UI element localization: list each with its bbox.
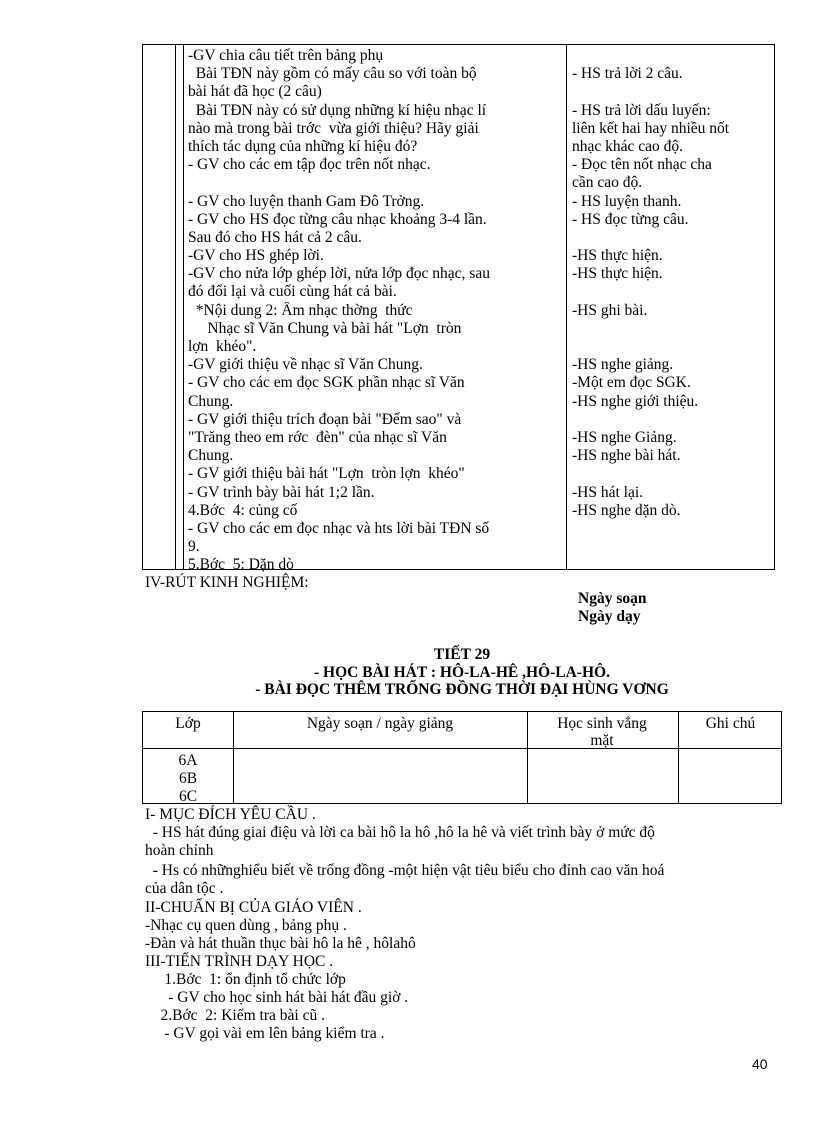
header-ngay-soan-giang: Ngày soạn / ngày giảng xyxy=(306,715,454,732)
student-line xyxy=(572,465,772,483)
teacher-line: -GV chia câu tiết trên bảng phụ xyxy=(188,47,384,64)
teacher-line: - GV giới thiệu trích đoạn bài "Đếm sao" và xyxy=(188,410,462,428)
body-line: I- MỤC ĐÍCH YÊU CẦU . xyxy=(145,806,316,823)
teacher-line: 4.Bớc 4: củng cố xyxy=(188,501,298,519)
student-line xyxy=(572,320,772,338)
teacher-line: Chung. xyxy=(188,447,234,465)
teacher-activity-column xyxy=(188,47,563,574)
teacher-line: - GV trình bày bài hát 1;2 lần. xyxy=(188,483,375,501)
teacher-line: Bài TĐN này gồm có mấy câu so với toàn bộ xyxy=(188,65,477,83)
student-line: - HS đọc từng câu. xyxy=(572,210,689,228)
teacher-line: 9. xyxy=(188,538,200,556)
teacher-line: -GV giới thiệu về nhạc sĩ Văn Chung. xyxy=(188,356,423,374)
student-line: -HS nghe bài hát. xyxy=(572,447,681,465)
body-line: 1.Bớc 1: ổn định tổ chức lớp xyxy=(145,971,346,988)
ngay-soan-label: Ngày soạn xyxy=(578,590,647,607)
student-line: liên kết hai hay nhiều nốt xyxy=(572,119,730,137)
body-line: hoàn chỉnh xyxy=(145,842,214,859)
class-row: 6A xyxy=(178,752,198,769)
student-line: - Đọc tên nốt nhạc cha xyxy=(572,156,712,174)
class-row: 6B xyxy=(178,770,198,787)
body-line: 2.Bớc 2: Kiểm tra bài cũ . xyxy=(145,1007,325,1024)
student-line: -Một em đọc SGK. xyxy=(572,374,691,392)
teacher-line: Bài TĐN này có sử dụng những kí hiệu nhạc lí xyxy=(188,101,487,119)
class-row: 6C xyxy=(178,788,198,805)
teacher-line: -GV cho HS ghép lời. xyxy=(188,247,324,265)
teacher-line: -GV cho nửa lớp ghép lời, nửa lớp đọc nhạc, sau xyxy=(188,265,490,283)
body-line: III-TIẾN TRÌNH DẠY HỌC . xyxy=(145,953,334,970)
teacher-line: bài hát đã học (2 câu) xyxy=(188,83,322,101)
table-divider xyxy=(175,45,176,569)
section-iv-heading: IV-RÚT KINH NGHIỆM: xyxy=(145,574,309,591)
student-line xyxy=(572,47,772,65)
student-line: -HS nghe dặn dò. xyxy=(572,501,681,519)
lesson-activity-table xyxy=(142,44,775,574)
body-line: của dân tộc . xyxy=(145,880,224,897)
student-line: -HS ghi bài. xyxy=(572,301,648,319)
student-line: -HS thực hiện. xyxy=(572,247,663,265)
teacher-line: lợn khéo". xyxy=(188,338,257,355)
teacher-line: nào mà trong bài trớc vừa giới thiệu? Hãy giải xyxy=(188,119,479,137)
body-line: -Đàn và hát thuần thục bài hô la hê , hôlahô xyxy=(145,935,416,952)
teacher-line: 5.Bớc 5: Dặn dò xyxy=(188,556,294,574)
header-ghi-chu: Ghi chú xyxy=(705,715,756,732)
ngay-day-label: Ngày dạy xyxy=(578,608,641,625)
teacher-line: đó đổi lại và cuối cùng hát cả bài. xyxy=(188,283,397,301)
student-line: -HS hát lại. xyxy=(572,483,644,501)
student-line: cần cao độ. xyxy=(572,174,643,192)
student-line: -HS nghe Giảng. xyxy=(572,428,677,446)
student-line: - HS luyện thanh. xyxy=(572,192,682,210)
student-line xyxy=(572,338,772,356)
body-line: - GV gọi vài em lên bảng kiểm tra . xyxy=(145,1025,385,1042)
lesson-number: TIẾT 29 xyxy=(433,646,491,663)
student-line: - HS trả lời dấu luyến: xyxy=(572,101,711,119)
table-divider xyxy=(566,45,567,569)
teacher-line: - GV cho luyện thanh Gam Đô Trởng. xyxy=(188,192,425,210)
table-divider xyxy=(527,712,528,803)
teacher-line: - GV cho các em đọc SGK phần nhạc sĩ Văn xyxy=(188,374,465,392)
teacher-line: "Trăng theo em rớc đèn" của nhạc sĩ Văn xyxy=(188,428,447,446)
teacher-line: Nhạc sĩ Văn Chung và bài hát "Lợn tròn xyxy=(188,319,462,337)
student-activity-column xyxy=(572,47,772,520)
header-lop: Lớp xyxy=(175,715,201,732)
student-line xyxy=(572,283,772,301)
student-line xyxy=(572,83,772,101)
body-line: - GV cho học sinh hát bài hát đầu giờ . xyxy=(145,989,409,1006)
page-number: 40 xyxy=(752,1056,768,1072)
header-hoc-sinh-vang-mat: Học sinh vắng mặt xyxy=(557,715,647,749)
teacher-line: thích tác dụng của những kí hiệu đó? xyxy=(188,137,418,155)
teacher-line: - GV giới thiệu bài hát "Lợn tròn lợn khéo" xyxy=(188,465,465,483)
body-line: II-CHUẨN BỊ CỦA GIÁO VIÊN . xyxy=(145,899,362,916)
teacher-line: Sau đó cho HS hát cả 2 câu. xyxy=(188,228,362,246)
teacher-line: - GV cho HS đọc từng câu nhạc khoảng 3-4 lần. xyxy=(188,210,487,228)
table-divider xyxy=(143,748,781,749)
teacher-line xyxy=(188,174,563,192)
body-line: -Nhạc cụ quen dùng , bảng phụ . xyxy=(145,917,347,934)
student-line xyxy=(572,411,772,429)
student-line: nhạc khác cao độ. xyxy=(572,137,684,155)
body-line: - Hs có nhữnghiểu biết về trống đồng -một hiện vật tiêu biểu cho đỉnh cao văn hoá xyxy=(145,862,665,879)
student-line: - HS trả lời 2 câu. xyxy=(572,65,683,83)
student-line: -HS thực hiện. xyxy=(572,265,663,283)
body-line: - HS hát đúng giai điệu và lời ca bài hô la hô ,hô la hê và viết trình bày ở mức độ xyxy=(145,824,655,841)
class-schedule-table xyxy=(142,711,782,804)
teacher-line: *Nội dung 2: Âm nhạc thờng thức xyxy=(188,301,413,319)
lesson-title-line1: - HỌC BÀI HÁT : HÔ-LA-HÊ ,HÔ-LA-HÔ. xyxy=(314,664,610,681)
student-line: -HS nghe giới thiệu. xyxy=(572,392,699,410)
teacher-line: - GV cho các em tập đọc trên nốt nhạc. xyxy=(188,156,431,174)
teacher-line: - GV cho các em đọc nhạc và hts lời bài TĐN số xyxy=(188,519,490,537)
student-line xyxy=(572,229,772,247)
lesson-title-line2: - BÀI ĐỌC THÊM TRỐNG ĐỒNG THỜI ĐẠI HÙNG VƠNG xyxy=(255,681,669,698)
teacher-line: Chung. xyxy=(188,392,234,410)
student-line: -HS nghe giảng. xyxy=(572,356,674,374)
table-divider xyxy=(183,45,184,569)
